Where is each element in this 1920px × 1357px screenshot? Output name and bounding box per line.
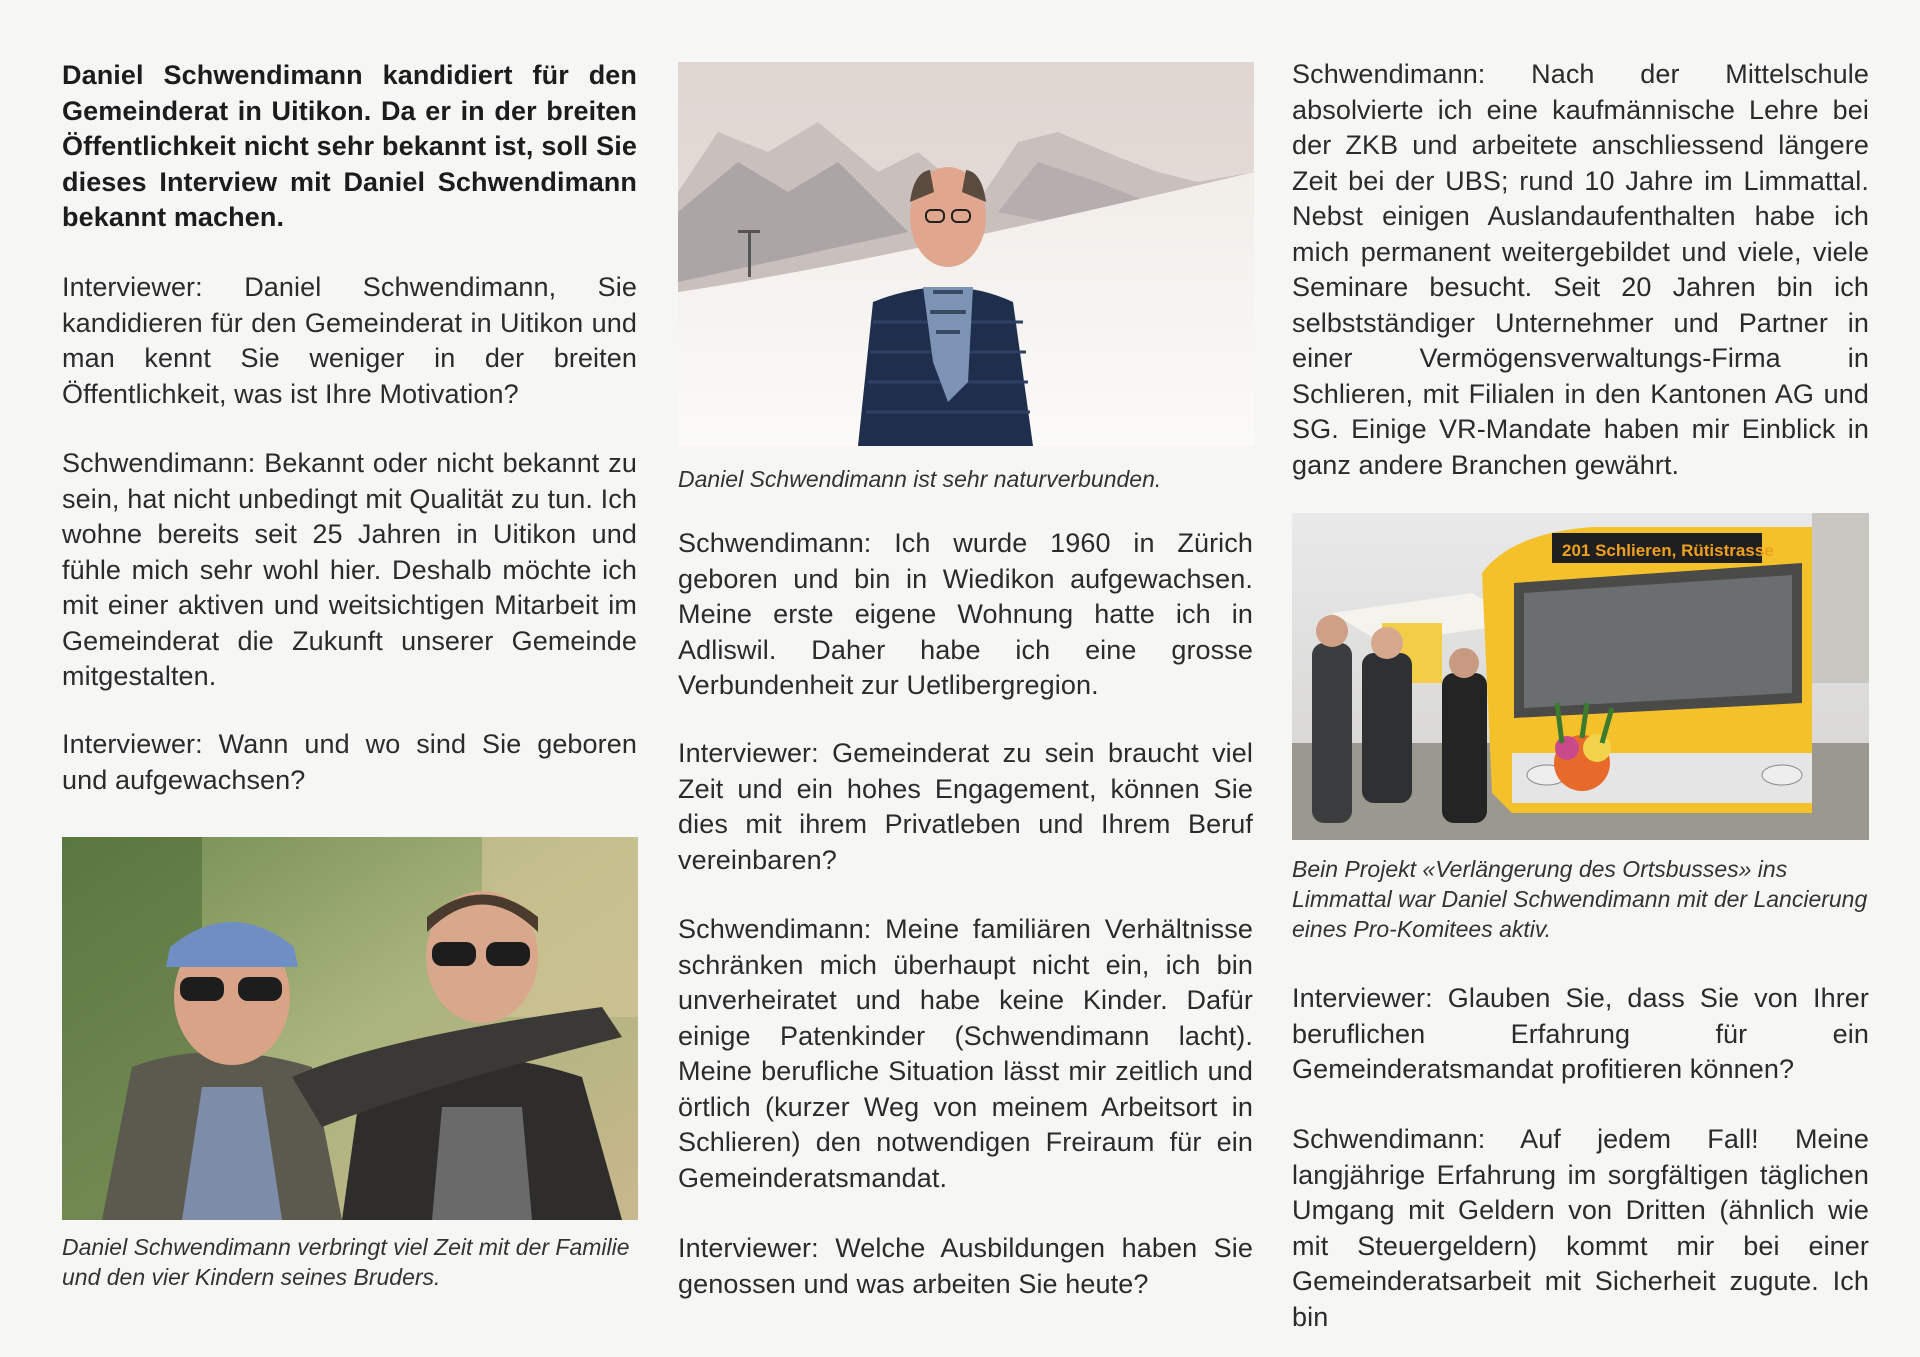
- mountain-photo-caption: Daniel Schwendimann ist sehr naturverbunden.: [678, 466, 1162, 492]
- answer-motivation: Schwendimann: Bekannt oder nicht bekannt zu sein, hat nicht unbedingt mit Qualität zu tun. Ich wohne bereits seit 25 Jahren in Uitikon und fühle mich sehr wohl hier. Deshalb möchte ich mit einer aktiven und weitsichtigen Mitarbeit im Gemeinderat die Zukunft unserer Gemeinde mitgestalten.: [62, 448, 637, 691]
- bus-photo: [1292, 513, 1869, 840]
- bus-destination-sign: 201 Schlieren, Rütistrasse: [1562, 541, 1774, 560]
- family-photo: [62, 837, 638, 1220]
- answer-engagement: Schwendimann: Meine familiären Verhältnisse schränken mich überhaupt nicht ein, ich bin unverheiratet und habe keine Kinder. Dafür einige Patenkinder (Schwendimann lacht). Meine berufliche Situation lässt mir zeitlich und örtlich (kurzer Weg von meinem Arbeitsort in Schlieren) den notwendigen Freiraum für ein Gemeinderatsmandat.: [678, 914, 1253, 1193]
- question-engagement: Interviewer: Gemeinderat zu sein braucht viel Zeit und ein hohes Engagement, können Sie dies mit ihrem Privatleben und Ihrem Beruf vereinbaren?: [678, 738, 1253, 875]
- family-photo-caption: Daniel Schwendimann verbringt viel Zeit mit der Familie und den vier Kindern seines Bruders.: [62, 1234, 630, 1290]
- question-motivation: Interviewer: Daniel Schwendimann, Sie kandidieren für den Gemeinderat in Uitikon und man kennt Sie weniger in der breiten Öffentlichkeit, was ist Ihre Motivation?: [62, 272, 637, 409]
- bus-photo-caption: Bein Projekt «Verlängerung des Ortsbusses» ins Limmattal war Daniel Schwendimann mit der Lancierung eines Pro-Komitees aktiv.: [1292, 856, 1868, 942]
- mountain-photo: [678, 62, 1254, 446]
- question-education: Interviewer: Welche Ausbildungen haben Sie genossen und was arbeiten Sie heute?: [678, 1233, 1253, 1299]
- answer-education: Schwendimann: Nach der Mittelschule absolvierte ich eine kaufmännische Lehre bei der ZKB und arbeitete anschliessend längere Zeit bei der UBS; rund 10 Jahre im Limmattal. Nebst einigen Auslandaufenthalten habe ich mich permanent weitergebildet und viele, viele Seminare besucht. Seit 20 Jahren bin ich selbstständiger Unternehmer und Partner in einer Vermögensverwaltungs-Firma in Schlieren, mit Filialen in den Kantonen AG und SG. Einige VR-Mandate haben mir Einblick in ganz andere Branchen gewährt.: [1292, 59, 1869, 480]
- answer-birthplace: Schwendimann: Ich wurde 1960 in Zürich geboren und bin in Wiedikon aufgewachsen. Meine erste eigene Wohnung hatte ich in Adliswil. Daher habe ich eine grosse Verbundenheit zur Uetlibergregion.: [678, 528, 1253, 700]
- question-birthplace: Interviewer: Wann und wo sind Sie geboren und aufgewachsen?: [62, 729, 637, 795]
- answer-experience: Schwendimann: Auf jedem Fall! Meine langjährige Erfahrung im sorgfältigen täglichen Umgang mit Geldern von Dritten (ähnlich wie mit Steuergeldern) kommt mir bei einer Gemeinderatsarbeit mit Sicherheit zugute. Ich bin: [1292, 1124, 1869, 1332]
- question-experience: Interviewer: Glauben Sie, dass Sie von Ihrer beruflichen Erfahrung für ein Gemeinderatsmandat profitieren können?: [1292, 983, 1869, 1084]
- intro-lead: Daniel Schwendimann kandidiert für den Gemeinderat in Uitikon. Da er in der breiten Öffentlichkeit nicht sehr bekannt ist, soll Sie dieses Interview mit Daniel Schwendimann bekannt machen.: [62, 60, 637, 232]
